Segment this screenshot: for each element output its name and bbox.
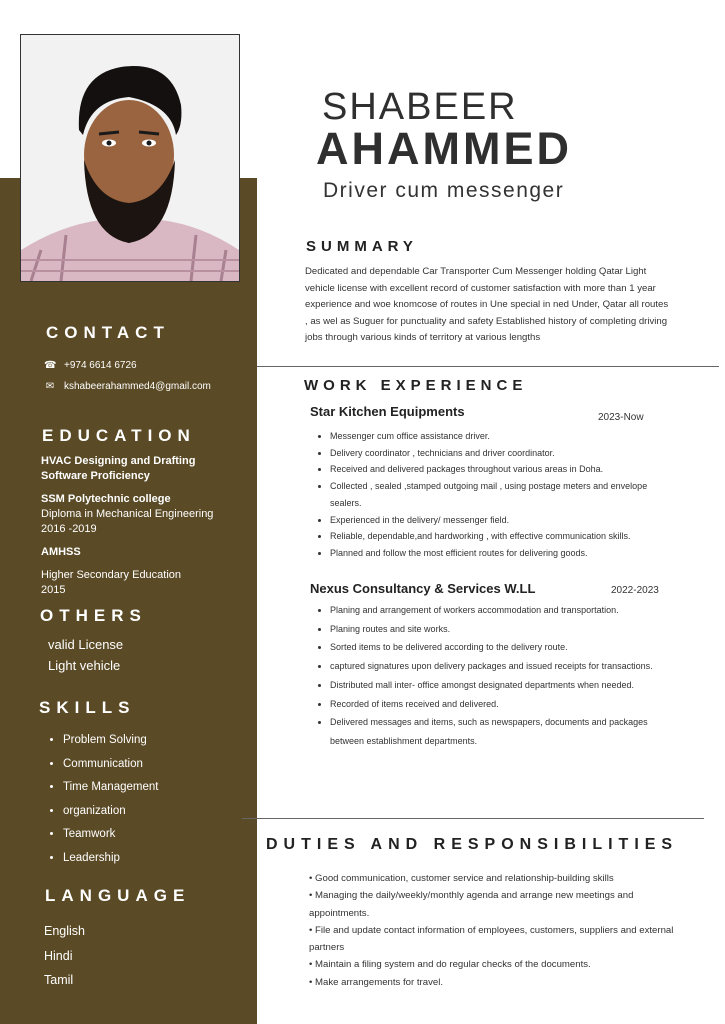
skill-item: • Problem Solving: [63, 729, 158, 753]
job-bullet: • Planing routes and site works.: [330, 620, 675, 639]
phone-text: +974 6614 6726: [64, 360, 137, 371]
education-list: [41, 454, 241, 598]
divider: [242, 818, 704, 819]
skills-list: [45, 729, 158, 871]
email-text: kshabeerahammed4@gmail.com: [64, 381, 211, 392]
education-item-detail: Higher Secondary Education: [41, 569, 182, 581]
language-item: Tamil: [44, 973, 74, 987]
language-list: [44, 919, 85, 993]
divider: [257, 366, 719, 367]
duty-item: • Maintain a filing system and do regular checks of the documents.: [309, 959, 591, 971]
job-bullet: • Distributed mall inter- office amongst designated departments when needed.: [330, 676, 675, 695]
duties-heading: DUTIES AND RESPONSIBILITIES: [266, 836, 679, 853]
job-bullet: • Collected , sealed ,stamped outgoing mail , using postage meters and envelope sealers.: [330, 478, 660, 511]
summary-heading: SUMMARY: [306, 238, 418, 255]
others-heading: OTHERS: [40, 606, 147, 625]
skill-item: • Communication: [63, 753, 158, 777]
job-dates: 2022-2023: [611, 585, 659, 596]
duty-item: • File and update contact information of employees, customers, suppliers and external partners: [309, 924, 674, 954]
education-item-title: SSM Polytechnic college: [41, 493, 171, 505]
profile-photo: [20, 34, 240, 282]
language-item: English: [44, 924, 85, 938]
job-bullet: • Sorted items to be delivered according to the delivery route.: [330, 638, 675, 657]
others-item: Light vehicle: [48, 658, 121, 673]
job-bullet: • Experienced in the delivery/ messenger field.: [330, 512, 660, 529]
job-role: Driver cum messenger: [323, 179, 565, 202]
others-list: [48, 634, 123, 676]
duty-item: • Good communication, customer service and relationship-building skills: [309, 873, 614, 884]
first-name: SHABEER: [322, 86, 518, 128]
contact-heading: CONTACT: [46, 323, 170, 342]
education-item-detail: Diploma in Mechanical Engineering: [41, 508, 214, 520]
job-bullet: • Planned and follow the most efficient routes for delivering goods.: [330, 545, 660, 562]
skills-heading: SKILLS: [39, 698, 136, 717]
job-dates: 2023-Now: [598, 412, 644, 423]
job-bullet: • Messenger cum office assistance driver.: [330, 428, 660, 445]
job-bullet: • Recorded of items received and delivered.: [330, 695, 675, 714]
skill-item: • organization: [63, 800, 158, 824]
job-bullet: • captured signatures upon delivery packages and issued receipts for transactions.: [330, 657, 675, 676]
job-bullet: • Delivered messages and items, such as newspapers, documents and packages between establishment departments.: [330, 713, 675, 750]
last-name: AHAMMED: [316, 123, 572, 174]
education-item-title: AMHSS: [41, 546, 81, 558]
job-bullets: [316, 601, 675, 751]
skill-item: • Teamwork: [63, 823, 158, 847]
contact-email: [44, 381, 211, 392]
phone-icon: ☎: [44, 360, 57, 371]
language-heading: LANGUAGE: [45, 886, 191, 905]
language-item: Hindi: [44, 948, 73, 963]
job-bullet: • Received and delivered packages throughout various areas in Doha.: [330, 461, 660, 478]
education-item-years: 2015: [41, 584, 66, 596]
duty-item: • Make arrangements for travel.: [309, 976, 443, 988]
skill-item: • Time Management: [63, 776, 158, 800]
skill-item: • Leadership: [63, 847, 158, 871]
education-item-years: 2016 -2019: [41, 523, 97, 535]
duties-list: [309, 870, 694, 991]
duty-item: • Managing the daily/weekly/monthly agenda and arrange new meetings and appointments.: [309, 890, 634, 919]
job-bullet: • Planing and arrangement of workers accommodation and transportation.: [330, 601, 675, 620]
envelope-icon: ✉: [45, 381, 55, 392]
education-heading: EDUCATION: [42, 426, 196, 445]
company-name: Star Kitchen Equipments: [310, 404, 465, 419]
work-heading: WORK EXPERIENCE: [304, 377, 528, 394]
education-item-title: HVAC Designing and Drafting Software Proficiency: [41, 455, 196, 482]
contact-phone: [44, 360, 137, 371]
job-bullet: • Delivery coordinator , technicians and driver coordinator.: [330, 445, 660, 462]
summary-text: Dedicated and dependable Car Transporter Cum Messenger holding Qatar Light vehicle license with excellent record of customer satisfaction with more than 1 year experience and woe knomcose of routes in Une special in ned Under, Qatar all routes , as wel as Suguer for punctuality and safety Established history of completing driving jobs through various kinds of territory at various lengths: [305, 266, 669, 344]
company-name: Nexus Consultancy & Services W.LL: [310, 581, 536, 596]
others-item: valid License: [48, 637, 124, 652]
job-bullet: • Reliable, dependable,and hardworking , with effective communication skills.: [330, 528, 660, 545]
job-bullets: [316, 428, 660, 562]
